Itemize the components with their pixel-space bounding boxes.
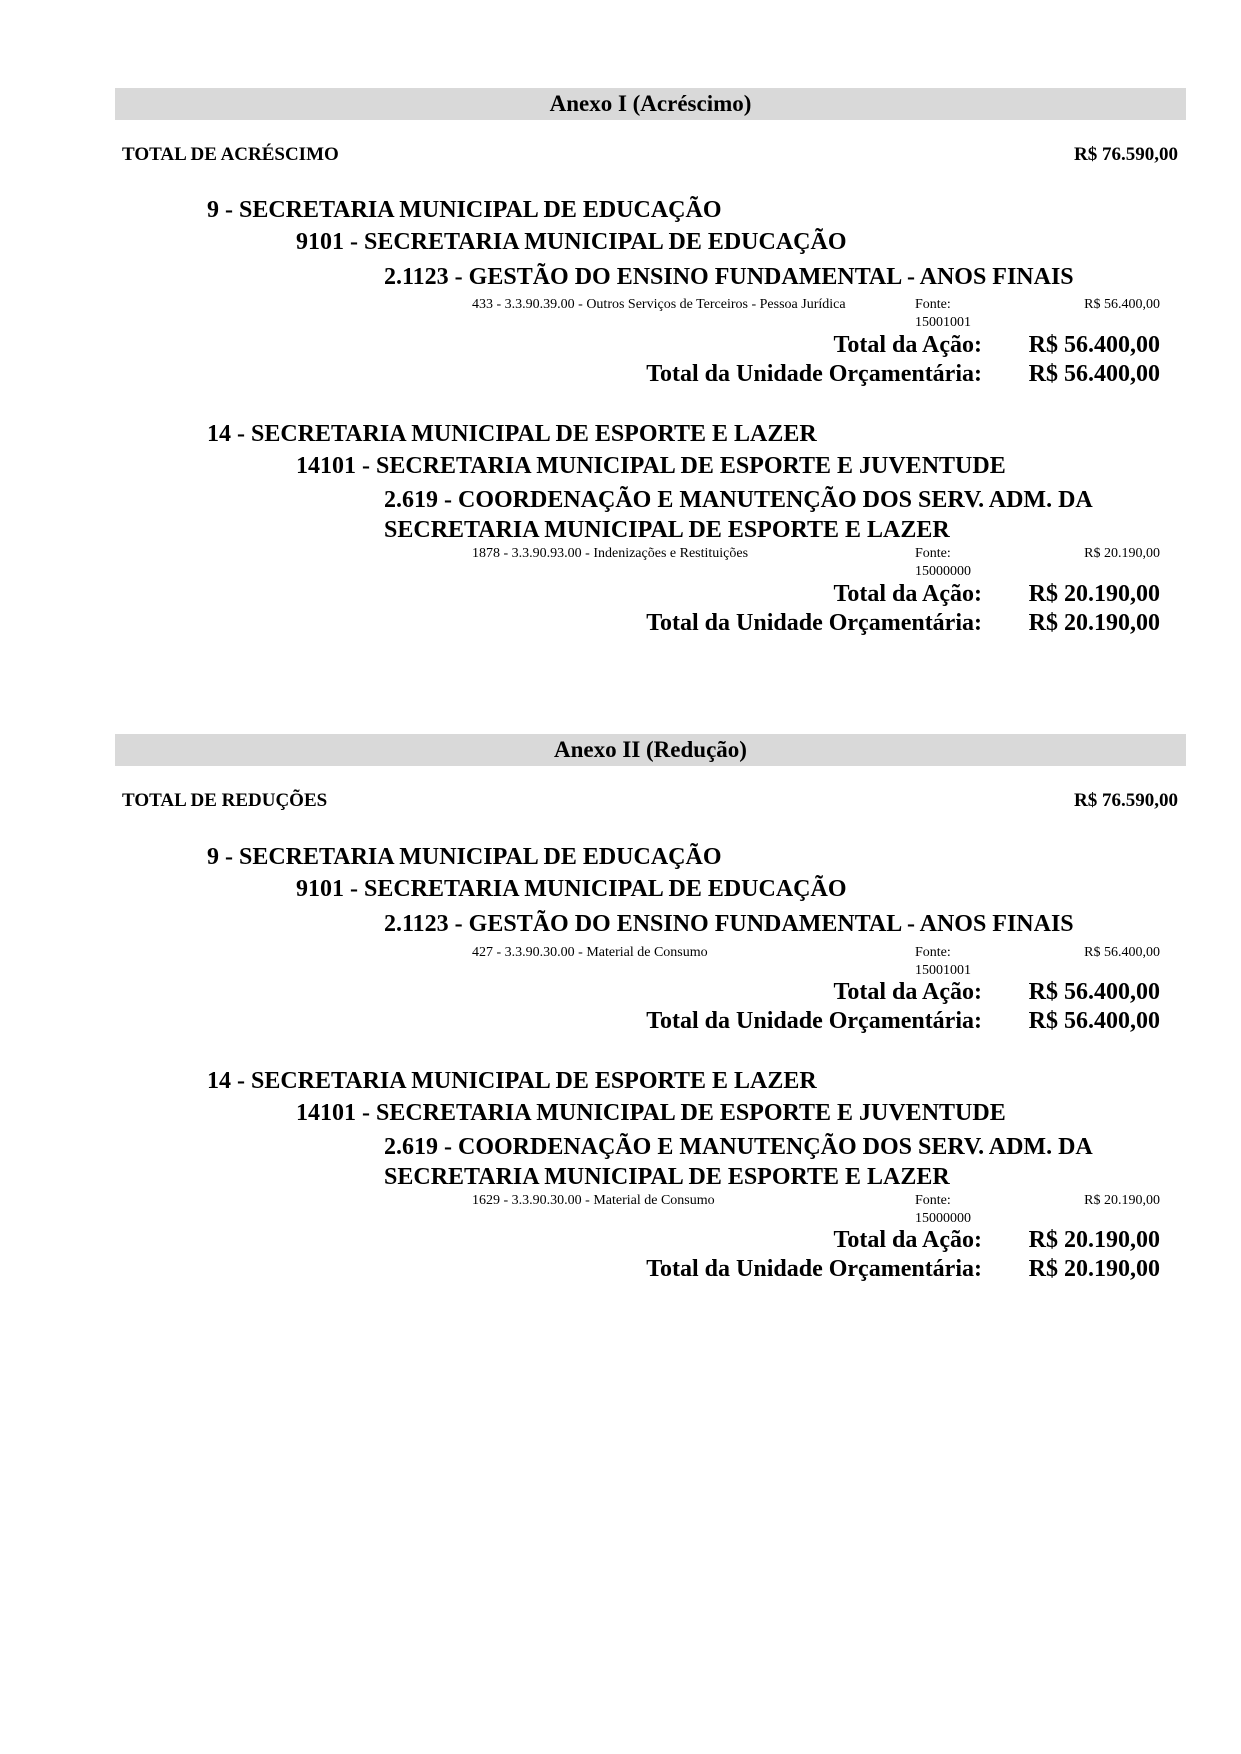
item-value: R$ 20.190,00: [1084, 1193, 1160, 1208]
item-description: 1629 - 3.3.90.30.00 - Material de Consumo: [472, 1193, 715, 1208]
action-total-value: R$ 56.400,00: [1028, 332, 1160, 358]
fonte-code: 15000000: [915, 1211, 971, 1226]
item-fonte: [915, 296, 985, 332]
org-heading: 14 - SECRETARIA MUNICIPAL DE ESPORTE E LAZER: [207, 421, 817, 447]
unit-total-value: R$ 56.400,00: [1028, 361, 1160, 387]
item-fonte: [915, 944, 985, 980]
unit-total-value: R$ 20.190,00: [1028, 1256, 1160, 1282]
item-description: 1878 - 3.3.90.93.00 - Indenizações e Restituições: [472, 546, 749, 561]
item-fonte: [915, 545, 985, 581]
fonte-label: Fonte:: [915, 546, 951, 561]
unit-total-value: R$ 20.190,00: [1028, 610, 1160, 636]
action-total-label: Total da Ação:: [833, 1227, 982, 1253]
fonte-label: Fonte:: [915, 945, 951, 960]
unit-total-label: Total da Unidade Orçamentária:: [646, 610, 982, 636]
item-value: R$ 56.400,00: [1084, 297, 1160, 312]
org-heading: 14 - SECRETARIA MUNICIPAL DE ESPORTE E LAZER: [207, 1068, 817, 1094]
item-fonte: [915, 1192, 985, 1228]
action-total-value: R$ 20.190,00: [1028, 1227, 1160, 1253]
fonte-label: Fonte:: [915, 1193, 951, 1208]
fonte-code: 15000000: [915, 564, 971, 579]
unit-total-label: Total da Unidade Orçamentária:: [646, 1256, 982, 1282]
total-value: R$ 76.590,00: [1074, 144, 1178, 165]
item-description: 433 - 3.3.90.39.00 - Outros Serviços de Terceiros - Pessoa Jurídica: [472, 297, 846, 312]
unit-total-value: R$ 56.400,00: [1028, 1008, 1160, 1034]
action-total-label: Total da Ação:: [833, 332, 982, 358]
unit-heading: 14101 - SECRETARIA MUNICIPAL DE ESPORTE E JUVENTUDE: [296, 453, 1006, 479]
action-total-label: Total da Ação:: [833, 979, 982, 1005]
action-heading: 2.619 - COORDENAÇÃO E MANUTENÇÃO DOS SERV. ADM. DA SECRETARIA MUNICIPAL DE ESPORTE E LAZER: [384, 487, 1092, 543]
unit-heading: 9101 - SECRETARIA MUNICIPAL DE EDUCAÇÃO: [296, 229, 847, 255]
annex-title: Anexo I (Acréscimo): [115, 88, 1186, 120]
total-label: TOTAL DE ACRÉSCIMO: [122, 144, 339, 165]
annex-title: Anexo II (Redução): [115, 734, 1186, 766]
fonte-label: Fonte:: [915, 297, 951, 312]
action-total-value: R$ 56.400,00: [1028, 979, 1160, 1005]
total-label: TOTAL DE REDUÇÕES: [122, 790, 328, 811]
unit-total-label: Total da Unidade Orçamentária:: [646, 1008, 982, 1034]
item-value: R$ 56.400,00: [1084, 945, 1160, 960]
action-total-label: Total da Ação:: [833, 581, 982, 607]
total-value: R$ 76.590,00: [1074, 790, 1178, 811]
unit-total-label: Total da Unidade Orçamentária:: [646, 361, 982, 387]
org-heading: 9 - SECRETARIA MUNICIPAL DE EDUCAÇÃO: [207, 197, 722, 223]
unit-heading: 9101 - SECRETARIA MUNICIPAL DE EDUCAÇÃO: [296, 876, 847, 902]
org-heading: 9 - SECRETARIA MUNICIPAL DE EDUCAÇÃO: [207, 844, 722, 870]
action-total-value: R$ 20.190,00: [1028, 581, 1160, 607]
action-heading: 2.1123 - GESTÃO DO ENSINO FUNDAMENTAL - ANOS FINAIS: [384, 264, 1074, 290]
item-value: R$ 20.190,00: [1084, 546, 1160, 561]
fonte-code: 15001001: [915, 315, 971, 330]
item-description: 427 - 3.3.90.30.00 - Material de Consumo: [472, 945, 708, 960]
action-heading: 2.1123 - GESTÃO DO ENSINO FUNDAMENTAL - ANOS FINAIS: [384, 911, 1074, 937]
fonte-code: 15001001: [915, 963, 971, 978]
action-heading: 2.619 - COORDENAÇÃO E MANUTENÇÃO DOS SERV. ADM. DA SECRETARIA MUNICIPAL DE ESPORTE E LAZER: [384, 1134, 1092, 1190]
unit-heading: 14101 - SECRETARIA MUNICIPAL DE ESPORTE E JUVENTUDE: [296, 1100, 1006, 1126]
